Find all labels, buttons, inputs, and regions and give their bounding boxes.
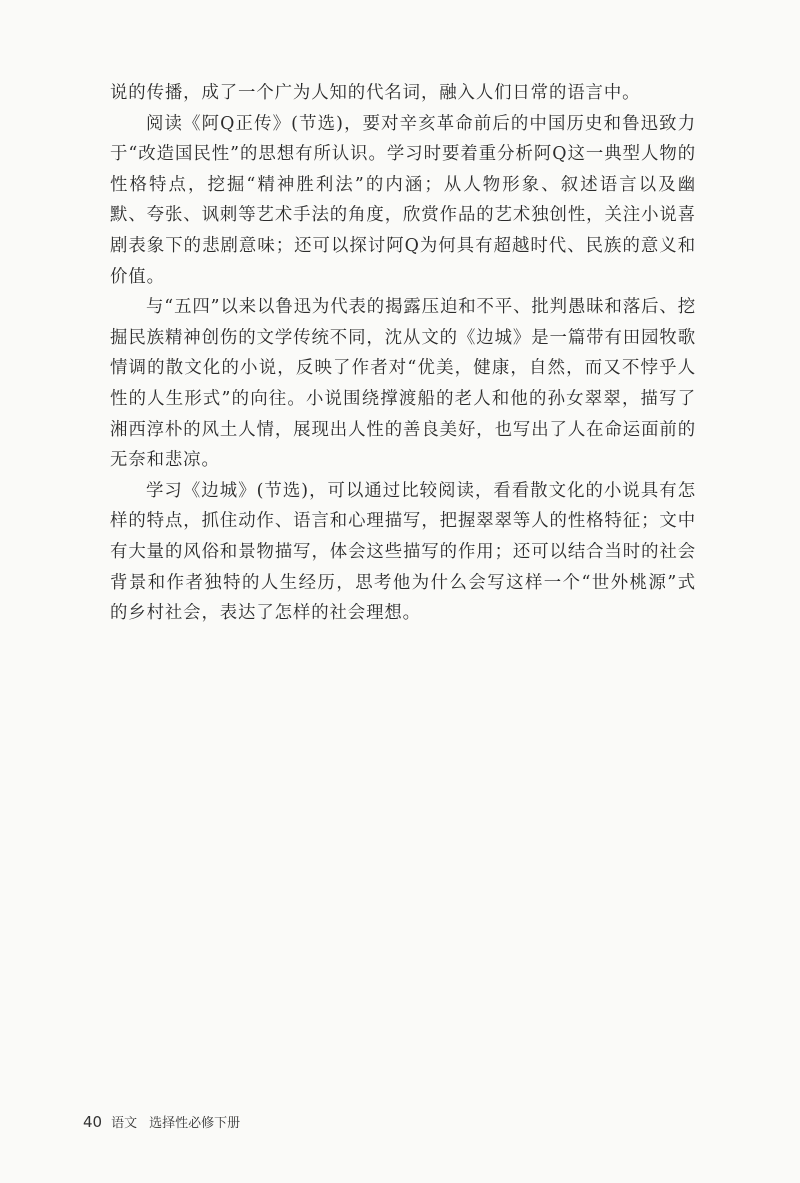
paragraph-continuation: 说的传播，成了一个广为人知的代名词，融入人们日常的语言中。 [110,83,641,103]
book-volume: 选择性必修下册 [149,1116,241,1131]
paragraph-ah-q-reading-guide: 阅读《阿Q正传》(节选)，要对辛亥革命前后的中国历史和鲁迅致力于“改造国民性”的思想有所认识。学习时要着重分析阿Q这一典型人物的性格特点，挖掘“精神胜利法”的内涵；从人物形象、叙述语言以及幽默、夸张、讽刺等艺术手法的角度，欣赏作品的艺术独创性，关注小说喜剧表象下的悲剧意味；还可以探讨阿Q为何具有超越时代、民族的意义和价值。 [110,113,696,287]
book-subject: 语文 [111,1116,138,1131]
page-body [110,78,696,629]
paragraph-border-town-reading-guide: 学习《边城》(节选)，可以通过比较阅读，看看散文化的小说具有怎样的特点，抓住动作、语言和心理描写，把握翠翠等人的性格特征；文中有大量的风俗和景物描写，体会这些描写的作用；还可以结合当时的社会背景和作者独特的人生经历，思考他为什么会写这样一个“世外桃源”式的乡村社会，表达了怎样的社会理想。 [110,480,696,624]
page-footer [83,1112,240,1131]
paragraph-border-town-intro: 与“五四”以来以鲁迅为代表的揭露压迫和不平、批判愚昧和落后、挖掘民族精神创伤的文学传统不同，沈从文的《边城》是一篇带有田园牧歌情调的散文化的小说，反映了作者对“优美，健康，自然，而又不悖乎人性的人生形式”的向往。小说围绕撑渡船的老人和他的孙女翠翠，描写了湘西淳朴的风土人情，展现出人性的善良美好，也写出了人在命运面前的无奈和悲凉。 [110,297,697,471]
page-number: 40 [83,1113,103,1131]
